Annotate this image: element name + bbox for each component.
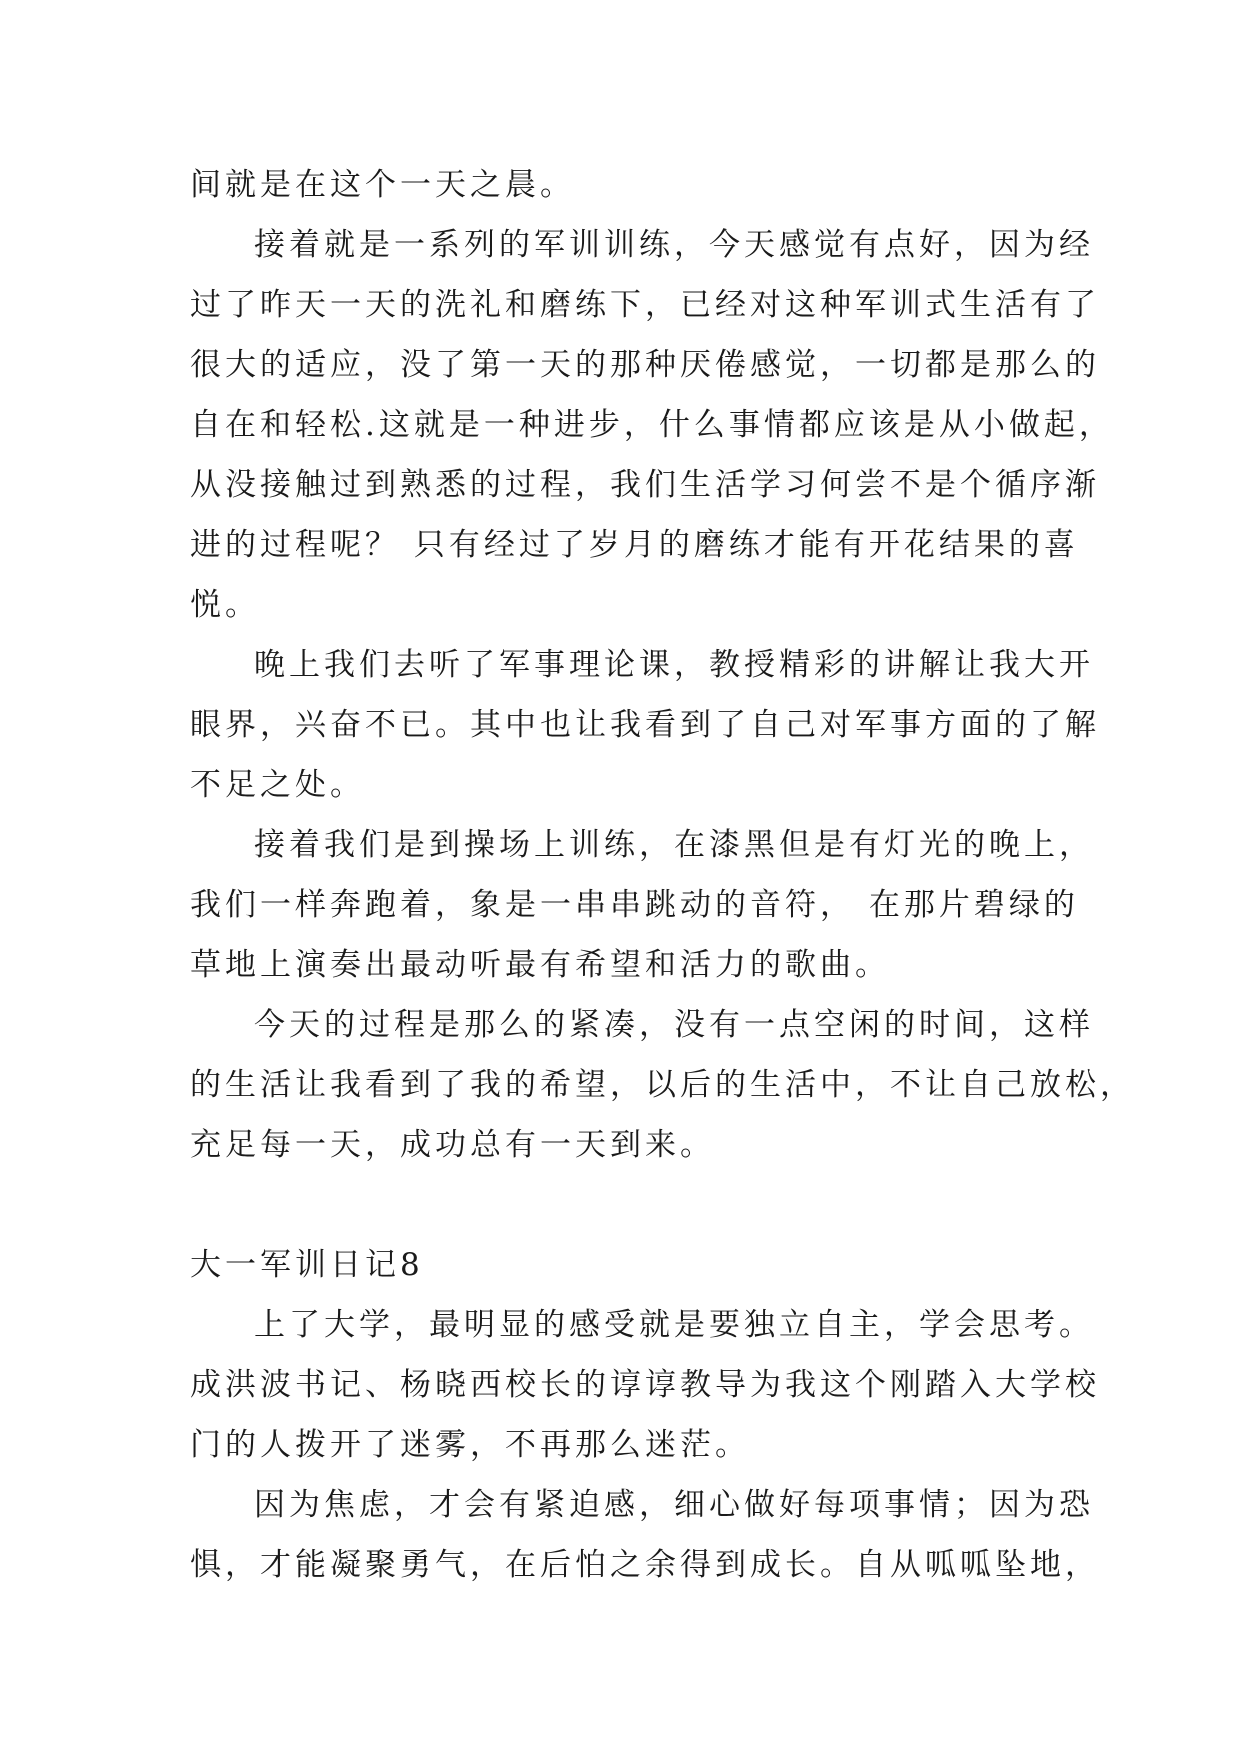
text-line: 接着我们是到操场上训练，在漆黑但是有灯光的晚上， (254, 827, 1094, 863)
paragraph (190, 1475, 1100, 1595)
text-line: 因为焦虑，才会有紧迫感，细心做好每项事情；因为恐 (254, 1487, 1094, 1523)
text-line: 门的人拨开了迷雾，不再那么迷茫。 (190, 1427, 750, 1463)
text-line: 接着就是一系列的军训训练，今天感觉有点好，因为经 (254, 227, 1094, 263)
text-line: 很大的适应，没了第一天的那种厌倦感觉，一切都是那么的 (190, 347, 1100, 383)
paragraph (190, 155, 1060, 215)
text-line: 不足之处。 (190, 767, 365, 803)
text-line: 眼界，兴奋不已。其中也让我看到了自己对军事方面的了解 (190, 707, 1100, 743)
text-line: 我们一样奔跑着，象是一串串跳动的音符， 在那片碧绿的 (190, 887, 1079, 923)
paragraph (190, 215, 1114, 635)
paragraph-gap (190, 1175, 1060, 1235)
paragraph (190, 815, 1094, 995)
text-line: 过了昨天一天的洗礼和磨练下，已经对这种军训式生活有了 (190, 287, 1100, 323)
text-line: 成洪波书记、杨晓西校长的谆谆教导为我这个刚踏入大学校 (190, 1367, 1100, 1403)
text-line: 今天的过程是那么的紧凑，没有一点空闲的时间，这样 (254, 1007, 1094, 1043)
document-page (190, 155, 1135, 1595)
text-line: 进的过程呢？ 只有经过了岁月的磨练才能有开花结果的喜 (190, 527, 1079, 563)
paragraph (190, 1295, 1100, 1475)
text-line: 晚上我们去听了军事理论课，教授精彩的讲解让我大开 (254, 647, 1094, 683)
paragraph (190, 995, 1135, 1175)
text-line: 悦。 (190, 587, 260, 623)
text-line: 的生活让我看到了我的希望，以后的生活中，不让自己放松， (190, 1067, 1135, 1103)
paragraph (190, 635, 1100, 815)
text-line: 自在和轻松.这就是一种进步，什么事情都应该是从小做起， (190, 407, 1114, 443)
text-line: 草地上演奏出最动听最有希望和活力的歌曲。 (190, 947, 890, 983)
section-title: 大一军训日记8 (190, 1247, 424, 1283)
text-line: 上了大学，最明显的感受就是要独立自主，学会思考。 (254, 1307, 1094, 1343)
text-line: 惧，才能凝聚勇气，在后怕之余得到成长。自从呱呱坠地， (190, 1547, 1100, 1583)
text-line: 从没接触过到熟悉的过程，我们生活学习何尝不是个循序渐 (190, 467, 1100, 503)
text-line: 充足每一天，成功总有一天到来。 (190, 1127, 715, 1163)
text-line: 间就是在这个一天之晨。 (190, 167, 575, 203)
